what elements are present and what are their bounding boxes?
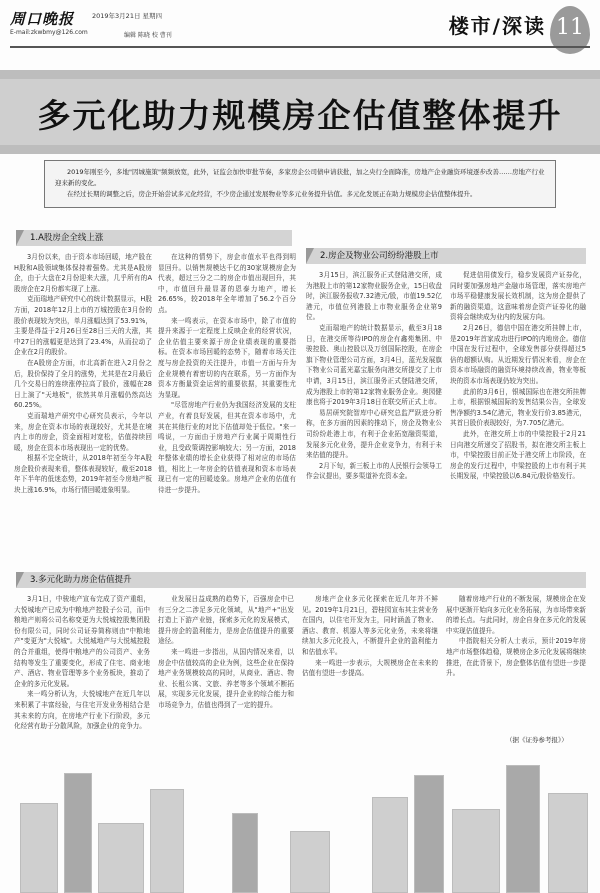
section-1-column-a [14, 252, 152, 562]
building-shape [20, 803, 58, 893]
paragraph: 来一鸣进一步表示，大规模房企在未来的估值有望进一步提高。 [302, 658, 438, 678]
paragraph: 2月下旬，新三板上市的人民银行会领导工作会议提出，要多渠道补充资本金。 [306, 461, 442, 481]
editor-credits: 编辑 陈晓 校 曹刊 [124, 32, 172, 39]
headline-band [0, 70, 600, 154]
paragraph: 3月1日，中骏地产宣布完成了资产重组，大悦城地产已成为中粮地产控股子公司，而中粮地产则将公司名称变更为大悦城控股集团股份有限公司，同时公司证券简称则由"中粮地产"变更为"大悦城"。大悦城地产与大悦城控股的合并重组，使得中粮地产的公司资产、业务结构等发生了重要变化，形成了住宅、商业地产、酒店、物业管理等多个业务板块，推动了企业的多元化发展。 [14, 595, 150, 688]
section-3-column-d [446, 594, 586, 732]
header-rule [10, 46, 590, 48]
building-shape [150, 789, 184, 893]
building-shape [290, 831, 330, 893]
intro-box [44, 160, 556, 208]
paragraph: 克而瑞地产的统计数据显示，截至3月18日，在港交所等待IPO的房企有鑫苑集团、中骏控股、奥山控股以及万创国际控股，在房企旗下物业管理公司方面，3月4日，蓝光发展旗下物业公司蓝光嘉宝服务向港交所提交了上市申请，3月15日，滨江服务正式登陆港交所，成为港股上市的第12家物业服务企业。奥园健康也将于2019年3月18日在联交所正式上市。 [306, 323, 442, 407]
paragraph: 业发展日益成熟的趋势下，百强房企中已有三分之二涉足多元化领域，从"地产+"出发打造上下游产业链，探索多元化的发展模式，提升房企的盈利能力，是房企估值提升的重要途径。 [158, 595, 294, 646]
paragraph: 在这种的情势下，房企市值水平也得到明显回升。以销售规模达千亿的30家规模房企为代表，超过三分之二的房企市值出现回升，其中，市值回升最显著的恩泰力地产，增长26.65%，较2018年全年增加了56.2个百分点。 [158, 253, 296, 314]
section-3-heading: 3.多元化助力房企估值提升 [16, 572, 586, 588]
paragraph: 中指院相关分析人士表示，预计2019年房地产市场整体趋稳，规模房企多元化发展将继续推进，在此背景下，房企整体估值有望进一步提升。 [446, 637, 586, 678]
intro-paragraph: 在经过长期的调整之后，房企开始尝试多元化经营，不少房企通过发展物业等多元业务提升估值。多元化发展正在助力规模房企估值整体提升。 [67, 190, 477, 198]
paragraph: 房地产企业多元化探索在近几年并不鲜见。2019年1月21日，碧桂园宣布其主营业务在国内，以住宅开发为主，同时涵盖了物业、酒店、教育、机器人等多元化业务，未来将继续加大多元化投入，不断提升企业的盈利能力和估值水平。 [302, 595, 438, 656]
building-shape [372, 797, 408, 893]
paragraph: 来一鸣进一步指出，从国内情况来看，以房企中估值较高的企业为例，这些企业在保持地产业务规模较高的同时，从商业、酒店、物业、长租公寓、文旅、养老等多个领域不断拓展，实现多元化发展，提升企业的综合能力和市场竞争力，估值也得到了一定的提升。 [158, 647, 294, 709]
paragraph: 来一鸣分析认为，大悦城地产在近几年以来积累了丰富经验，与住宅开发业务相结合是其未来的方向，在房地产行业下行阶段，多元化经营有助于分散风险，加强企业的竞争力。 [14, 690, 150, 731]
main-headline: 多元化助力规模房企估值整体提升 [37, 96, 563, 135]
paragraph: 此前的3月6日，银城国际也在港交所挂牌上市，根据银城国际的发售结果公告，全球发售净额约3.54亿港元，物业发行价3.85港元，其首日股价表现较好，为7.705亿港元。 [450, 387, 586, 428]
section-title: 楼市/深读 [448, 14, 546, 38]
building-shape [232, 813, 258, 893]
section-2-column-a [306, 270, 442, 566]
section-1-heading: 1.A股房企全线上涨 [16, 230, 292, 246]
building-shape [98, 823, 144, 893]
section-2-column-b [450, 270, 586, 566]
page-number-badge: 11 [550, 6, 590, 54]
paragraph: 根据不完全统计，从2018年初至今年A股房企股价表现来看，整体表现较好，截至2018年下半年的低迷态势，2019年初至今房地产板块上涨16.9%，市场行情回暖迹象明显。 [14, 454, 152, 495]
paragraph: 此外，在港交所上市的中梁控股于2月21日向港交所递交了招股书，拟在港交所主板上市，中梁控股目前正处于港交所上市阶段，在房企的发行过程中，中梁控股的上市有利于其长期发展，中梁控股以6.84元/股价格发行。 [450, 429, 586, 481]
paragraph: 促进信用债发行，稳步发展资产证券化，同时要加强房地产金融市场管理，落实房地产市场平稳健康发展长效机制，这为房企提供了新的融资渠道，这意味着房企资产证券化的融资将会继续成为业内的发展方向。 [450, 271, 586, 322]
paragraph: 来一鸣表示，在资本市场中，除了市值的提升来源于一定程度上反映企业的经营状况，企业估值主要来源于房企业绩表现的重要指标。在资本市场回暖的态势下，随着市场关注度与房企投资的关注提升，市值一方面与升为企业规模有着密切的内在联系，另一方面作为资本方衡量资金运营的重要依据，其重要性尤为显现。 [158, 316, 296, 399]
paragraph: 3月15日，滨江服务正式登陆港交所，成为港股上市的第12家物业服务企业，15日收盘时，滨江服务报收7.32港元/股，市值19.52亿港元，市值位列港股上市物业服务企业第9位。 [306, 271, 442, 322]
section-2-heading: 2.房企及物业公司纷纷港股上市 [306, 248, 586, 264]
city-skyline-image [0, 755, 600, 893]
masthead [10, 6, 590, 68]
contact-email: E-mail:zkwbmy@126.com [10, 29, 88, 36]
band-stripe [0, 70, 600, 79]
dateline: 2019年3月21日 星期四 [92, 12, 163, 20]
paragraph: 2月26日，德信中国在港交所挂牌上市，是2019年首家成功进行IPO的内地房企。德信中国在发行过程中，全球发售部分获得超过5倍的超额认购。从近期发行情况来看，房企在资本市场融资的融资环境持续改善，物业等板块的资本市场表现仍较为突出。 [450, 323, 586, 385]
building-shape [548, 793, 588, 893]
section-1-column-b [158, 252, 296, 562]
band-stripe [0, 145, 600, 154]
paragraph: 在A股房企方面，市北高新在进入2月份之后，股价保持了全月的涨势，尤其是在2月最后几个交易日的连续涨停拉高了股价，涨幅在28日上演了"天地板"，依然其单月涨幅仍然高达60.25%。 [14, 358, 152, 410]
paragraph: 克而瑞地产研究中心的统计数据显示，H股方面，2018年12月上市的万城控股在3月份的股价表现较为突出，单月涨幅达到了53.91%，主要是得益于2月26日至28日三天的大涨，其中27日的涨幅更是达到了23.4%，从而拉动了企业在2月的股价。 [14, 295, 152, 357]
source-credit: （据《证券参考报》） [506, 736, 568, 744]
building-shape [64, 773, 92, 893]
paragraph: 易居研究院智库中心研究总监严跃进分析称，在多方面的因素的推动下，房企及物业公司纷纷赴港上市，有利于企业拓宽融资渠道，发展多元化业务，提升企业竞争力，有利于未来估值的提升。 [306, 408, 442, 460]
section-3-column-c [302, 594, 438, 742]
building-shape [452, 809, 500, 893]
section-3-column-b [158, 594, 294, 742]
paragraph: 随着房地产行业的不断发展，规模房企在发展中逐渐开始向多元化业务拓展，为市场带来新的增长点。与此同时，房企自身在多元化的发展中实现估值提升。 [446, 595, 586, 635]
newspaper-logo: 周口晚报 [10, 10, 75, 28]
paragraph: 3月份以来，由于资本市场回暖，地产股在H股和A股领域集体保持着强势。尤其是A股房企，由于大盘在2月份迎来大涨，几乎所有的A股房企在2月份都实现了上涨。 [14, 253, 152, 293]
paragraph: "尽管房地产行业仍为我国经济发展的支柱产业，有着良好发展，但其在资本市场中，尤其在其他行业的对比下估值却处于低位。"来一鸣说，一方面由于房地产行业属于周期性行业，且受政策调控影响较大；另一方面，2018年整体业绩的增长企业获得了相对应的市场估值，相比上一年房企的估值表现和资本市场表现已有一定的回暖迹象。房地产企业的估值有待进一步提升。 [158, 401, 296, 495]
paragraph: 克而瑞地产研究中心研究员表示，今年以来，房企在资本市场的表现较好，尤其是在境内上市的房企，资金面相对宽松，估值持续回暖，房企在资本市场表现出一定的优势。 [14, 411, 152, 452]
section-3-column-a [14, 594, 150, 742]
building-shape [506, 765, 540, 893]
building-shape [414, 775, 444, 893]
intro-paragraph: 2019年刚至今，多地"因城施策"频频放宽，此外，证监会加快审批节奏，多家房企公司债申请获批，加之央行全面降准，房地产企业融资环境逐步改善……房地产行业迎来新的变化。 [55, 168, 545, 187]
